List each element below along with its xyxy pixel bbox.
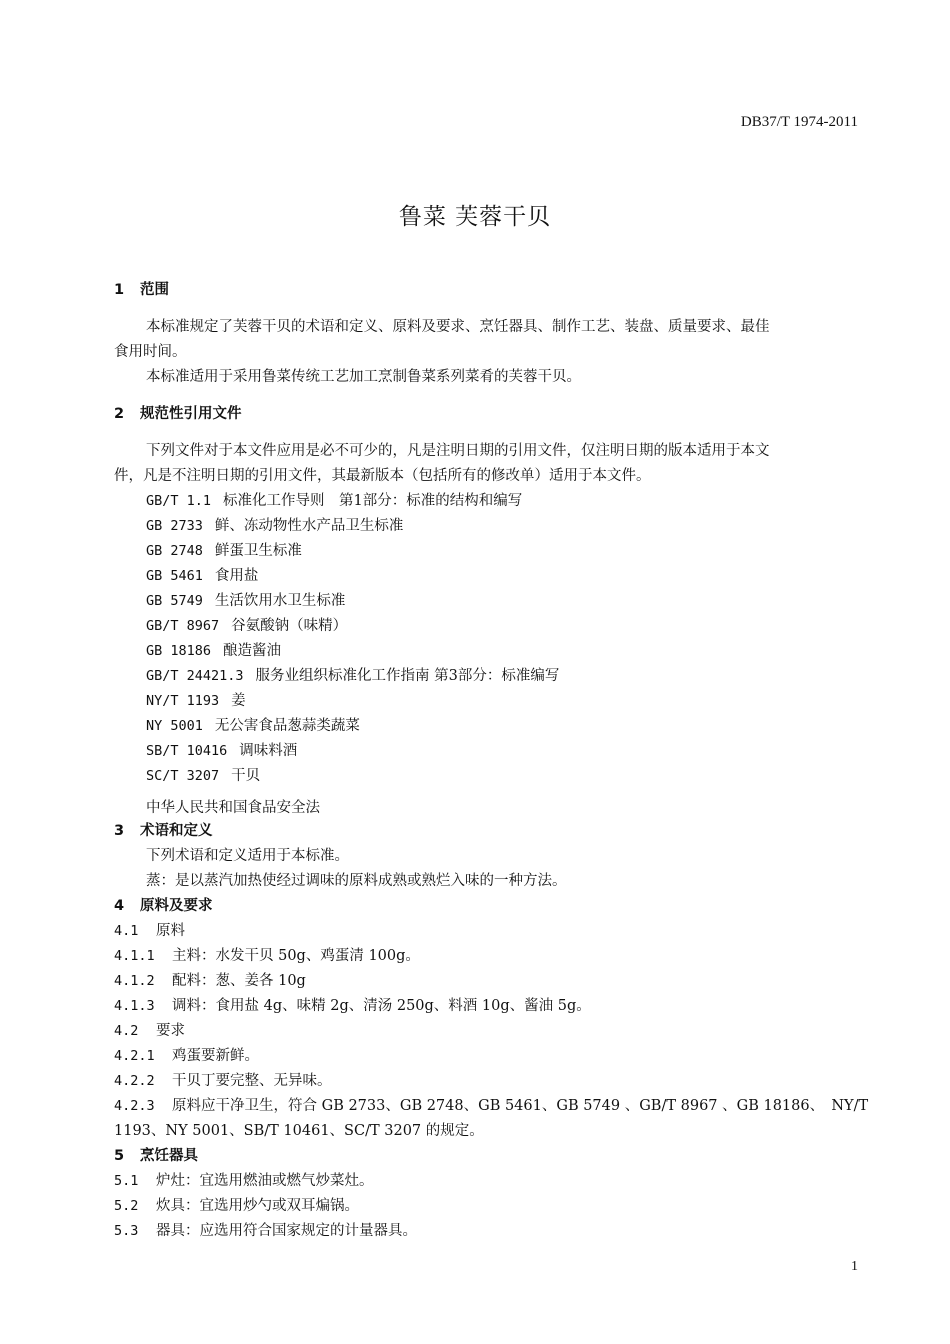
clause-item <box>114 944 420 965</box>
reference-item <box>146 589 345 610</box>
scope-paragraph-2: 本标准适用于采用鲁菜传统工艺加工烹制鲁菜系列菜肴的芙蓉干贝。 <box>146 369 581 385</box>
clause-text: 配料：葱、姜各 10g <box>172 973 306 989</box>
clause-text: 主料：水发干贝 50g、鸡蛋清 100g。 <box>172 948 420 964</box>
law-reference: 中华人民共和国食品安全法 <box>146 800 320 816</box>
reference-item <box>146 489 522 510</box>
clause-item <box>114 994 591 1015</box>
reference-name: 鲜蛋卫生标准 <box>214 543 302 559</box>
section-5-heading <box>114 1144 198 1165</box>
clause-number: 4.2.1 <box>114 1048 155 1064</box>
section-number: 1 <box>114 282 125 298</box>
reference-code: GB/T 24421.3 <box>146 668 244 684</box>
section-number: 5 <box>114 1148 125 1164</box>
section-3-heading <box>114 819 213 840</box>
section-title: 规范性引用文件 <box>140 406 242 422</box>
clause-item <box>114 1069 332 1090</box>
document-title: 鲁菜 芙蓉干贝 <box>398 204 552 230</box>
section-title: 术语和定义 <box>140 823 213 839</box>
clause-text: 干贝丁要完整、无异味。 <box>172 1073 332 1089</box>
clause-item <box>114 1019 185 1040</box>
standard-code: DB37/T 1974-2011 <box>740 114 858 130</box>
reference-code: NY 5001 <box>146 718 203 734</box>
reference-item <box>146 639 281 660</box>
section-title: 范围 <box>140 282 169 298</box>
reference-name: 标准化工作导则 第1部分：标准的结构和编写 <box>223 493 523 509</box>
reference-item <box>146 689 246 710</box>
section-4-heading <box>114 894 213 915</box>
reference-item <box>146 664 559 685</box>
references-intro-cont: 件，凡是不注明日期的引用文件，其最新版本（包括所有的修改单）适用于本文件。 <box>114 468 651 484</box>
reference-name: 酿造酱油 <box>223 643 282 659</box>
reference-code: NY/T 1193 <box>146 693 220 709</box>
clause-number: 5.2 <box>114 1198 139 1214</box>
reference-item <box>146 514 403 535</box>
clause-text: 原料应干净卫生，符合 GB 2733、GB 2748、GB 5461、GB 5749 、GB/T 8967 、GB 18186、 NY/T <box>172 1098 869 1114</box>
reference-name: 服务业组织标准化工作指南 第3部分：标准编写 <box>255 668 560 684</box>
clause-item <box>114 969 306 990</box>
section-title: 原料及要求 <box>140 898 213 914</box>
reference-name: 鲜、冻动物性水产品卫生标准 <box>214 518 404 534</box>
clause-item <box>114 1219 417 1240</box>
reference-code: GB 2733 <box>146 518 203 534</box>
reference-name: 无公害食品葱蒜类蔬菜 <box>214 718 360 734</box>
clause-text: 炉灶：宜选用燃油或燃气炒菜灶。 <box>156 1173 374 1189</box>
reference-code: GB 5749 <box>146 593 203 609</box>
clause-number: 4.1.2 <box>114 973 155 989</box>
reference-item <box>146 764 260 785</box>
reference-code: GB/T 8967 <box>146 618 220 634</box>
reference-code: SC/T 3207 <box>146 768 220 784</box>
reference-code: GB 2748 <box>146 543 203 559</box>
clause-number: 4.2.3 <box>114 1098 155 1114</box>
reference-name: 调味料酒 <box>239 743 298 759</box>
reference-name: 生活饮用水卫生标准 <box>214 593 346 609</box>
clause-number: 4.1.3 <box>114 998 155 1014</box>
references-intro: 下列文件对于本文件应用是必不可少的，凡是注明日期的引用文件，仅注明日期的版本适用于本文 <box>146 443 770 459</box>
terms-intro: 下列术语和定义适用于本标准。 <box>146 848 349 864</box>
reference-item <box>146 614 347 635</box>
clause-text: 鸡蛋要新鲜。 <box>172 1048 259 1064</box>
reference-name: 食用盐 <box>214 568 259 584</box>
clause-text: 调料：食用盐 4g、味精 2g、清汤 250g、料酒 10g、酱油 5g。 <box>172 998 591 1014</box>
reference-item <box>146 564 258 585</box>
section-number: 4 <box>114 898 125 914</box>
clause-item <box>114 1169 374 1190</box>
reference-name: 谷氨酸钠（味精） <box>231 618 348 634</box>
clause-number: 5.1 <box>114 1173 139 1189</box>
reference-item <box>146 739 297 760</box>
clause-text: 器具：应选用符合国家规定的计量器具。 <box>156 1223 417 1239</box>
reference-code: SB/T 10416 <box>146 743 228 759</box>
clause-number: 4.1.1 <box>114 948 155 964</box>
clause-item <box>114 1094 868 1115</box>
reference-item <box>146 539 302 560</box>
reference-code: GB/T 1.1 <box>146 493 212 509</box>
reference-name: 干贝 <box>231 768 261 784</box>
section-title: 烹饪器具 <box>140 1148 198 1164</box>
reference-code: GB 5461 <box>146 568 203 584</box>
page-number: 1 <box>851 1259 858 1274</box>
clause-item <box>114 1194 359 1215</box>
clause-text: 要求 <box>156 1023 185 1039</box>
section-2-heading <box>114 402 242 423</box>
clause-text: 炊具：宜选用炒勺或双耳煸锅。 <box>156 1198 359 1214</box>
clause-text: 原料 <box>156 923 185 939</box>
scope-paragraph-1: 本标准规定了芙蓉干贝的术语和定义、原料及要求、烹饪器具、制作工艺、装盘、质量要求、最佳 <box>146 319 770 335</box>
reference-name: 姜 <box>231 693 246 709</box>
term-definition: 蒸：是以蒸汽加热使经过调味的原料成熟或熟烂入味的一种方法。 <box>146 873 567 889</box>
clause-number: 4.1 <box>114 923 139 939</box>
section-number: 3 <box>114 823 125 839</box>
scope-paragraph-1-cont: 食用时间。 <box>114 344 187 360</box>
clause-number: 4.2 <box>114 1023 139 1039</box>
clause-item <box>114 1044 259 1065</box>
clause-text-cont: 1193、NY 5001、SB/T 10461、SC/T 3207 的规定。 <box>114 1123 484 1139</box>
section-1-heading <box>114 278 169 299</box>
clause-number: 5.3 <box>114 1223 139 1239</box>
clause-number: 4.2.2 <box>114 1073 155 1089</box>
clause-item <box>114 919 185 940</box>
reference-item <box>146 714 360 735</box>
section-number: 2 <box>114 406 125 422</box>
reference-code: GB 18186 <box>146 643 212 659</box>
